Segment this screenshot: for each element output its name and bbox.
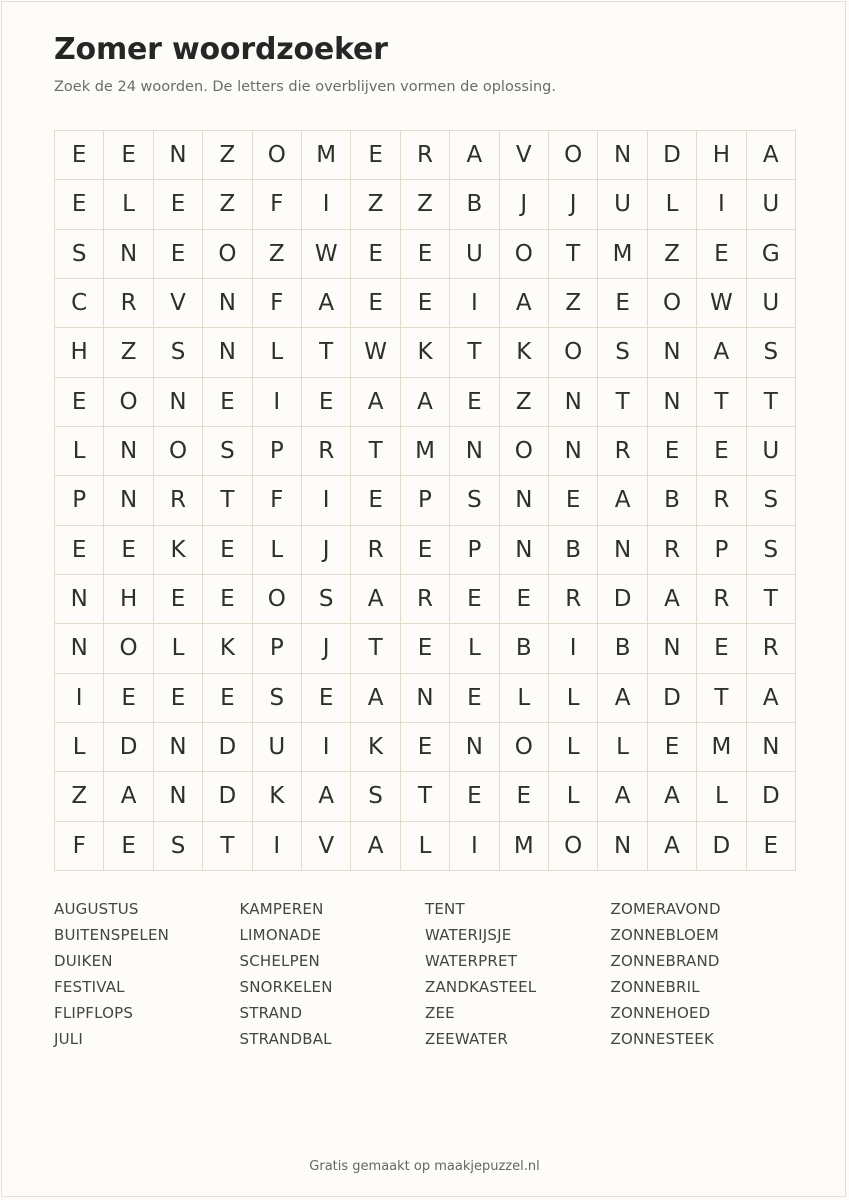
grid-cell[interactable]: N — [598, 131, 647, 180]
grid-cell[interactable]: O — [500, 230, 549, 279]
page-subtitle: Zoek de 24 woorden. De letters die overblijven vormen de oplossing. — [54, 79, 556, 95]
grid-cell[interactable]: E — [648, 427, 697, 476]
grid-cell[interactable]: L — [598, 723, 647, 772]
grid-cell[interactable]: E — [302, 378, 351, 427]
grid-cell[interactable]: O — [500, 723, 549, 772]
grid-cell[interactable]: A — [648, 822, 697, 871]
grid-cell[interactable]: F — [253, 476, 302, 525]
grid-cell[interactable]: S — [747, 328, 796, 377]
grid-cell[interactable]: K — [351, 723, 400, 772]
grid-cell[interactable]: B — [450, 180, 499, 229]
grid-cell[interactable]: E — [104, 526, 153, 575]
grid-cell[interactable]: O — [549, 822, 598, 871]
grid-cell[interactable]: Z — [55, 772, 104, 821]
grid-cell[interactable]: V — [302, 822, 351, 871]
grid-cell[interactable]: N — [648, 328, 697, 377]
grid-cell[interactable]: N — [55, 624, 104, 673]
grid-cell[interactable]: N — [154, 378, 203, 427]
grid-cell[interactable]: S — [598, 328, 647, 377]
grid-cell[interactable]: D — [648, 131, 697, 180]
grid-cell[interactable]: E — [450, 772, 499, 821]
grid-cell[interactable]: A — [747, 674, 796, 723]
grid-cell[interactable]: A — [351, 378, 400, 427]
word-list-item: ZEEWATER — [425, 1030, 509, 1048]
grid-cell[interactable]: S — [747, 526, 796, 575]
grid-cell[interactable]: O — [203, 230, 252, 279]
grid-cell[interactable]: R — [154, 476, 203, 525]
grid-cell[interactable]: T — [203, 476, 252, 525]
grid-cell[interactable]: L — [549, 723, 598, 772]
grid-cell[interactable]: E — [450, 378, 499, 427]
word-list-item: SCHELPEN — [239, 952, 320, 970]
grid-cell[interactable]: D — [203, 772, 252, 821]
word-list-item: FESTIVAL — [54, 978, 125, 996]
grid-cell[interactable]: T — [549, 230, 598, 279]
grid-cell[interactable]: E — [401, 526, 450, 575]
grid-cell[interactable]: R — [747, 624, 796, 673]
word-list-item: ZONNEBRIL — [610, 978, 700, 996]
grid-cell[interactable]: I — [302, 180, 351, 229]
grid-cell[interactable]: F — [253, 279, 302, 328]
page-title: Zomer woordzoeker — [54, 32, 388, 67]
grid-cell[interactable]: E — [598, 279, 647, 328]
grid-cell[interactable]: U — [598, 180, 647, 229]
word-list-item: DUIKEN — [54, 952, 113, 970]
grid-cell[interactable]: O — [104, 378, 153, 427]
grid-cell[interactable]: Z — [549, 279, 598, 328]
grid-cell[interactable]: I — [549, 624, 598, 673]
grid-cell[interactable]: P — [450, 526, 499, 575]
grid-cell[interactable]: N — [450, 723, 499, 772]
grid-cell[interactable]: E — [154, 180, 203, 229]
grid-cell[interactable]: S — [203, 427, 252, 476]
grid-cell[interactable]: S — [302, 575, 351, 624]
grid-cell[interactable]: E — [401, 230, 450, 279]
grid-cell[interactable]: E — [154, 674, 203, 723]
word-list-item: WATERIJSJE — [425, 926, 512, 944]
word-list-item: WATERPRET — [425, 952, 518, 970]
word-list-item: ZANDKASTEEL — [425, 978, 537, 996]
grid-cell[interactable]: I — [450, 822, 499, 871]
grid-cell[interactable]: O — [253, 575, 302, 624]
grid-cell[interactable]: E — [203, 674, 252, 723]
grid-cell[interactable]: R — [401, 575, 450, 624]
grid-cell[interactable]: B — [598, 624, 647, 673]
grid-cell[interactable]: N — [401, 674, 450, 723]
grid-cell[interactable]: T — [747, 575, 796, 624]
letter-grid — [54, 130, 796, 871]
grid-cell[interactable]: E — [401, 723, 450, 772]
word-list-item: ZONNEHOED — [610, 1004, 711, 1022]
grid-cell[interactable]: N — [549, 378, 598, 427]
grid-cell[interactable]: O — [253, 131, 302, 180]
grid-cell[interactable]: Z — [648, 230, 697, 279]
grid-cell[interactable]: Z — [500, 378, 549, 427]
grid-cell[interactable]: I — [450, 279, 499, 328]
grid-cell[interactable]: M — [302, 131, 351, 180]
grid-cell[interactable]: H — [104, 575, 153, 624]
grid-cell[interactable]: R — [302, 427, 351, 476]
grid-cell[interactable]: N — [648, 624, 697, 673]
grid-cell[interactable]: V — [500, 131, 549, 180]
grid-cell[interactable]: D — [747, 772, 796, 821]
grid-cell[interactable]: N — [154, 131, 203, 180]
grid-cell[interactable]: T — [203, 822, 252, 871]
grid-cell[interactable]: E — [351, 279, 400, 328]
grid-cell[interactable]: H — [697, 131, 746, 180]
grid-cell[interactable]: E — [401, 624, 450, 673]
grid-cell[interactable]: P — [55, 476, 104, 525]
grid-cell[interactable]: Z — [203, 131, 252, 180]
word-list-item: KAMPEREN — [239, 900, 324, 918]
grid-cell[interactable]: J — [302, 624, 351, 673]
grid-cell[interactable]: D — [648, 674, 697, 723]
grid-cell[interactable]: L — [253, 328, 302, 377]
grid-cell[interactable]: L — [253, 526, 302, 575]
grid-cell[interactable]: T — [450, 328, 499, 377]
grid-cell[interactable]: A — [302, 772, 351, 821]
grid-cell[interactable]: N — [203, 279, 252, 328]
grid-cell[interactable]: W — [697, 279, 746, 328]
grid-cell[interactable]: C — [55, 279, 104, 328]
grid-cell[interactable]: T — [747, 378, 796, 427]
grid-cell[interactable]: F — [253, 180, 302, 229]
grid-cell[interactable]: M — [598, 230, 647, 279]
grid-cell[interactable]: U — [253, 723, 302, 772]
grid-cell[interactable]: J — [302, 526, 351, 575]
grid-cell[interactable]: E — [697, 230, 746, 279]
grid-cell[interactable]: N — [154, 772, 203, 821]
grid-cell[interactable]: T — [351, 624, 400, 673]
grid-cell[interactable]: E — [351, 476, 400, 525]
grid-cell[interactable]: T — [697, 674, 746, 723]
grid-cell[interactable]: I — [302, 723, 351, 772]
grid-cell[interactable]: T — [401, 772, 450, 821]
grid-cell[interactable]: E — [450, 674, 499, 723]
grid-cell[interactable]: Z — [253, 230, 302, 279]
grid-cell[interactable]: G — [747, 230, 796, 279]
grid-cell[interactable]: T — [351, 427, 400, 476]
grid-cell[interactable]: N — [500, 476, 549, 525]
word-list-item: SNORKELEN — [239, 978, 333, 996]
grid-cell[interactable]: N — [104, 230, 153, 279]
word-list-item: TENT — [425, 900, 465, 918]
word-list-item: ZONNESTEEK — [610, 1030, 714, 1048]
grid-cell[interactable]: L — [104, 180, 153, 229]
word-list-item: FLIPFLOPS — [54, 1004, 134, 1022]
grid-cell[interactable]: R — [697, 476, 746, 525]
grid-cell[interactable]: E — [203, 575, 252, 624]
grid-cell[interactable]: O — [549, 328, 598, 377]
grid-cell[interactable]: N — [55, 575, 104, 624]
grid-cell[interactable]: E — [104, 131, 153, 180]
grid-cell[interactable]: A — [500, 279, 549, 328]
grid-cell[interactable]: B — [648, 476, 697, 525]
grid-cell[interactable]: D — [598, 575, 647, 624]
grid-cell[interactable]: A — [598, 674, 647, 723]
grid-cell[interactable]: I — [253, 378, 302, 427]
grid-cell[interactable]: O — [549, 131, 598, 180]
grid-cell[interactable]: T — [598, 378, 647, 427]
grid-cell[interactable]: E — [55, 180, 104, 229]
grid-cell[interactable]: U — [747, 180, 796, 229]
grid-cell[interactable]: E — [648, 723, 697, 772]
grid-cell[interactable]: P — [401, 476, 450, 525]
grid-cell[interactable]: B — [500, 624, 549, 673]
grid-cell[interactable]: Z — [401, 180, 450, 229]
grid-cell[interactable]: D — [203, 723, 252, 772]
grid-cell[interactable]: N — [154, 723, 203, 772]
footer-credit: Gratis gemaakt op maakjepuzzel.nl — [309, 1159, 540, 1174]
grid-cell[interactable]: E — [401, 279, 450, 328]
grid-cell[interactable]: K — [500, 328, 549, 377]
grid-cell[interactable]: E — [104, 674, 153, 723]
grid-cell[interactable]: L — [549, 772, 598, 821]
grid-cell[interactable]: U — [747, 279, 796, 328]
grid-cell[interactable]: Z — [203, 180, 252, 229]
grid-cell[interactable]: L — [55, 427, 104, 476]
grid-cell[interactable]: U — [450, 230, 499, 279]
grid-cell[interactable]: W — [302, 230, 351, 279]
grid-cell[interactable]: D — [104, 723, 153, 772]
grid-cell[interactable]: N — [104, 427, 153, 476]
grid-cell[interactable]: J — [549, 180, 598, 229]
grid-cell[interactable]: L — [154, 624, 203, 673]
grid-cell[interactable]: R — [351, 526, 400, 575]
grid-cell[interactable]: E — [55, 378, 104, 427]
grid-cell[interactable]: T — [302, 328, 351, 377]
grid-cell[interactable]: Z — [351, 180, 400, 229]
grid-cell[interactable]: K — [154, 526, 203, 575]
grid-cell[interactable]: S — [747, 476, 796, 525]
grid-cell[interactable]: E — [55, 526, 104, 575]
grid-cell[interactable]: I — [253, 822, 302, 871]
word-list-item: STRAND — [239, 1004, 303, 1022]
grid-cell[interactable]: P — [697, 526, 746, 575]
grid-cell[interactable]: E — [104, 822, 153, 871]
grid-cell[interactable]: Z — [104, 328, 153, 377]
grid-cell[interactable]: A — [598, 476, 647, 525]
grid-cell[interactable]: A — [351, 674, 400, 723]
grid-cell[interactable]: J — [500, 180, 549, 229]
grid-cell[interactable]: L — [55, 723, 104, 772]
grid-cell[interactable]: N — [203, 328, 252, 377]
grid-cell[interactable]: A — [351, 822, 400, 871]
grid-cell[interactable]: N — [104, 476, 153, 525]
grid-cell[interactable]: S — [55, 230, 104, 279]
grid-cell[interactable]: P — [253, 624, 302, 673]
grid-cell[interactable]: E — [154, 230, 203, 279]
grid-cell[interactable]: E — [351, 131, 400, 180]
grid-cell[interactable]: V — [154, 279, 203, 328]
word-list-item: LIMONADE — [239, 926, 322, 944]
grid-cell[interactable]: E — [203, 378, 252, 427]
grid-cell[interactable]: T — [697, 378, 746, 427]
grid-cell[interactable]: S — [154, 822, 203, 871]
grid-cell[interactable]: E — [351, 230, 400, 279]
grid-cell[interactable]: E — [697, 624, 746, 673]
grid-cell[interactable]: L — [648, 180, 697, 229]
grid-cell[interactable]: I — [55, 674, 104, 723]
grid-cell[interactable]: A — [450, 131, 499, 180]
grid-cell[interactable]: S — [351, 772, 400, 821]
grid-cell[interactable]: O — [500, 427, 549, 476]
grid-cell[interactable]: K — [401, 328, 450, 377]
grid-cell[interactable]: E — [697, 427, 746, 476]
grid-cell[interactable]: M — [697, 723, 746, 772]
grid-cell[interactable]: N — [500, 526, 549, 575]
grid-cell[interactable]: L — [450, 624, 499, 673]
grid-cell[interactable]: L — [549, 674, 598, 723]
grid-cell[interactable]: N — [747, 723, 796, 772]
word-list-item: ZONNEBLOEM — [610, 926, 719, 944]
grid-cell[interactable]: E — [450, 575, 499, 624]
grid-cell[interactable]: I — [302, 476, 351, 525]
grid-cell[interactable]: A — [104, 772, 153, 821]
grid-cell[interactable]: M — [500, 822, 549, 871]
word-list-item: STRANDBAL — [239, 1030, 332, 1048]
grid-cell[interactable]: N — [598, 526, 647, 575]
grid-cell[interactable]: O — [154, 427, 203, 476]
grid-cell[interactable]: K — [253, 772, 302, 821]
grid-cell[interactable]: E — [747, 822, 796, 871]
grid-cell[interactable]: E — [203, 526, 252, 575]
word-list — [54, 898, 796, 1054]
word-list-item: ZOMERAVOND — [610, 900, 721, 918]
grid-cell[interactable]: E — [302, 674, 351, 723]
grid-cell[interactable]: S — [450, 476, 499, 525]
word-list-item: ZEE — [425, 1004, 455, 1022]
word-list-item: AUGUSTUS — [54, 900, 139, 918]
grid-cell[interactable]: R — [697, 575, 746, 624]
word-list-item: ZONNEBRAND — [610, 952, 720, 970]
grid-cell[interactable]: A — [351, 575, 400, 624]
grid-cell[interactable]: W — [351, 328, 400, 377]
grid-cell[interactable]: M — [401, 427, 450, 476]
grid-cell[interactable]: E — [500, 772, 549, 821]
grid-cell[interactable]: D — [697, 822, 746, 871]
grid-cell[interactable]: E — [55, 131, 104, 180]
grid-cell[interactable]: A — [648, 772, 697, 821]
grid-cell[interactable]: A — [697, 328, 746, 377]
grid-cell[interactable]: N — [549, 427, 598, 476]
grid-cell[interactable]: N — [450, 427, 499, 476]
grid-cell[interactable]: N — [598, 822, 647, 871]
grid-cell[interactable]: F — [55, 822, 104, 871]
grid-cell[interactable]: A — [598, 772, 647, 821]
grid-cell[interactable]: O — [104, 624, 153, 673]
grid-cell[interactable]: L — [500, 674, 549, 723]
grid-cell[interactable]: A — [648, 575, 697, 624]
grid-cell[interactable]: R — [648, 526, 697, 575]
grid-cell[interactable]: K — [203, 624, 252, 673]
word-list-item: BUITENSPELEN — [54, 926, 170, 944]
grid-cell[interactable]: E — [500, 575, 549, 624]
grid-cell[interactable]: N — [648, 378, 697, 427]
grid-cell[interactable]: R — [401, 131, 450, 180]
grid-cell[interactable]: H — [55, 328, 104, 377]
grid-cell[interactable]: R — [104, 279, 153, 328]
grid-cell[interactable]: R — [598, 427, 647, 476]
grid-cell[interactable]: A — [401, 378, 450, 427]
grid-cell[interactable]: E — [549, 476, 598, 525]
grid-cell[interactable]: A — [302, 279, 351, 328]
grid-cell[interactable]: S — [154, 328, 203, 377]
grid-cell[interactable]: B — [549, 526, 598, 575]
word-list-item: JULI — [54, 1030, 83, 1048]
grid-cell[interactable]: E — [154, 575, 203, 624]
grid-cell[interactable]: A — [747, 131, 796, 180]
grid-cell[interactable]: S — [253, 674, 302, 723]
grid-cell[interactable]: P — [253, 427, 302, 476]
grid-cell[interactable]: L — [401, 822, 450, 871]
grid-cell[interactable]: R — [549, 575, 598, 624]
grid-cell[interactable]: I — [697, 180, 746, 229]
grid-cell[interactable]: O — [648, 279, 697, 328]
grid-cell[interactable]: L — [697, 772, 746, 821]
grid-cell[interactable]: U — [747, 427, 796, 476]
